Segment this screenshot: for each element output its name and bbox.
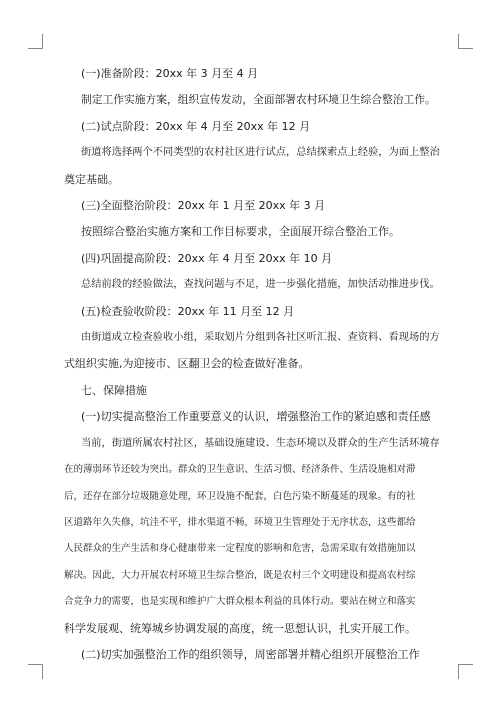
crop-mark-bottom-right bbox=[458, 664, 473, 679]
stage-1-heading: (一)准备阶段：20xx 年 3 月至 4 月 bbox=[81, 67, 259, 80]
crop-mark-top-left bbox=[28, 34, 43, 49]
measure-1-text-line-3: 后，还存在部分垃圾随意处理，环卫设施不配套，白色污染不断蔓延的现象。有的社 bbox=[64, 490, 416, 502]
stage-3-text: 按照综合整治实施方案和工作目标要求，全面展开综合整治工作。 bbox=[81, 225, 400, 239]
stage-1-text: 制定工作实施方案，组织宣传发动，全面部署农村环境卫生综合整治工作。 bbox=[81, 93, 436, 107]
stage-2-text-line-2: 奠定基础。 bbox=[64, 172, 119, 186]
crop-mark-bottom-left bbox=[28, 664, 43, 679]
document-body bbox=[64, 64, 440, 664]
measure-1-text-line-5: 人民群众的生产生活和身心健康带来一定程度的影响和危害，急需采取有效措施加以 bbox=[64, 543, 416, 555]
stage-5-text-line-1: 由街道成立检查验收小组，采取划片分组到各社区听汇报、查资料、看现场的方 bbox=[81, 331, 440, 344]
measure-2-heading: (二)切实加强整治工作的组织领导，周密部署并精心组织开展整治工作 bbox=[81, 647, 420, 661]
measure-1-text-line-4: 区道路年久失修，坑洼不平，排水渠道不畅，环境卫生管理处于无序状态，这些都给 bbox=[64, 516, 416, 528]
stage-5-text-line-2: 式组织实施,为迎接市、区翻卫会的检查做好准备。 bbox=[64, 357, 310, 371]
stage-2-heading: (二)试点阶段：20xx 年 4 月至 20xx 年 12 月 bbox=[81, 119, 311, 133]
stage-4-heading: (四)巩固提高阶段：20xx 年 4 月至 20xx 年 10 月 bbox=[81, 251, 333, 265]
measure-1-text-line-2: 在的薄弱环节还较为突出。群众的卫生意识、生活习惯、经济条件、生活设施相对滞 bbox=[64, 464, 416, 476]
measure-1-text-line-1: 当前，街道所属农村社区，基础设施建设、生态环境以及群众的生产生活环境存 bbox=[81, 436, 440, 449]
measure-1-text-line-7: 合竞争力的需要，也是实现和维护广大群众根本利益的具体行动。要站在树立和落实 bbox=[64, 596, 416, 608]
stage-4-text: 总结前段的经验做法，查找问题与不足，进一步强化措施，加快活动推进步伐。 bbox=[81, 278, 440, 291]
crop-mark-top-right bbox=[458, 34, 473, 49]
measure-1-heading: (一)切实提高整治工作重要意义的认识，增强整治工作的紧迫感和责任感 bbox=[81, 410, 431, 424]
stage-2-text-line-1: 街道将选择两个不同类型的农村社区进行试点，总结探索点上经验，为面上整治 bbox=[81, 146, 440, 159]
measure-1-text-line-6: 解决。因此，大力开展农村环境卫生综合整治，既是农村三个文明建设和提高农村综 bbox=[64, 569, 416, 581]
stage-5-heading: (五)检查验收阶段：20xx 年 11 月至 12 月 bbox=[81, 304, 295, 318]
measure-1-text-line-8: 科学发展观、统筹城乡协调发展的高度，统一思想认识，扎实开展工作。 bbox=[64, 621, 416, 635]
stage-3-heading: (三)全面整治阶段：20xx 年 1 月至 20xx 年 3 月 bbox=[81, 199, 326, 213]
section-7-heading: 七、保障措施 bbox=[81, 383, 147, 397]
